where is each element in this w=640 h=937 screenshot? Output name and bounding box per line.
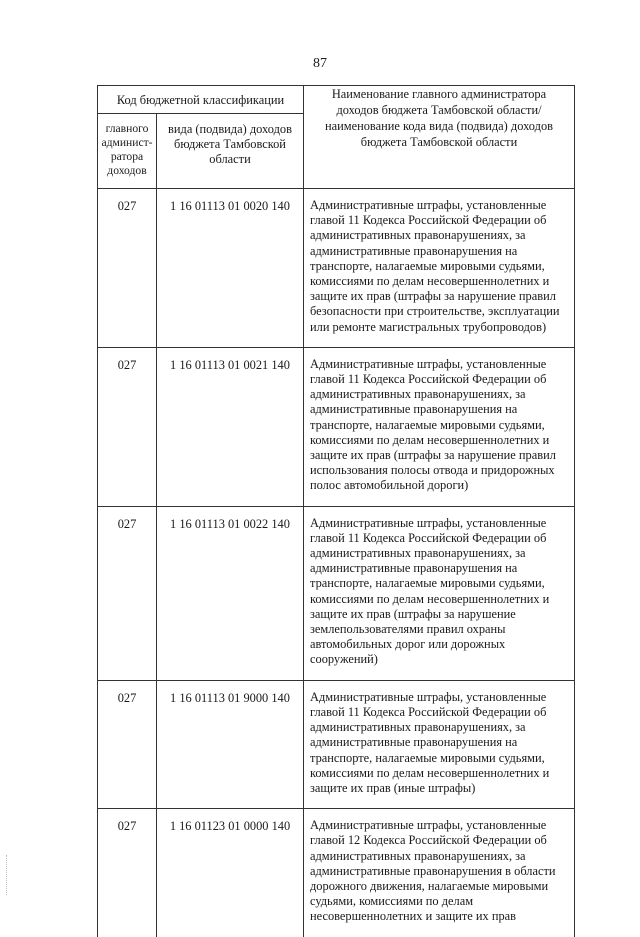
header-budget-classification-code: Код бюджетной классификации: [98, 86, 304, 114]
income-code-cell: 1 16 01123 01 0000 140: [157, 809, 304, 937]
table-row: [98, 506, 575, 680]
income-code-cell: 1 16 01113 01 0021 140: [157, 347, 304, 506]
header-income-type-code: вида (подвида) доходов бюджета Тамбовской области: [157, 114, 304, 189]
admin-code-cell: 027: [98, 506, 157, 680]
budget-classification-table: [97, 85, 575, 937]
admin-code-cell: 027: [98, 680, 157, 808]
table-row: [98, 189, 575, 348]
income-code-cell: 1 16 01113 01 0022 140: [157, 506, 304, 680]
income-code-cell: 1 16 01113 01 9000 140: [157, 680, 304, 808]
admin-code-cell: 027: [98, 189, 157, 348]
header-chief-administrator: главного админист-ратора доходов: [98, 114, 157, 189]
table-body: [98, 189, 575, 937]
income-name-cell: Административные штрафы, установленные главой 11 Кодекса Российской Федерации об административных правонарушениях, за административные правонарушения на транспорте, налагаемые мировыми судьями, комиссиями по делам несовершеннолетних и защите их прав (штрафы за нарушение правил использования полосы отвода и придорожных полос автомобильной дороги): [304, 347, 575, 506]
table-header: [98, 86, 575, 189]
table-row: [98, 809, 575, 937]
income-name-cell: Административные штрафы, установленные главой 11 Кодекса Российской Федерации об административных правонарушениях, за административные правонарушения на транспорте, налагаемые мировыми судьями, комиссиями по делам несовершеннолетних и защите их прав (иные штрафы): [304, 680, 575, 808]
income-name-cell: Административные штрафы, установленные главой 12 Кодекса Российской Федерации об административных правонарушениях, за административные правонарушения в области дорожного движения, налагаемые мировыми судьями, комиссиями по делам несовершеннолетних и защите их прав: [304, 809, 575, 937]
scan-margin-artifact: [6, 855, 9, 895]
income-name-cell: Административные штрафы, установленные главой 11 Кодекса Российской Федерации об административных правонарушениях, за административные правонарушения на транспорте, налагаемые мировыми судьями, комиссиями по делам несовершеннолетних и защите их прав (штрафы за нарушение землепользователями правил охраны автомобильных дорог или дорожных сооружений): [304, 506, 575, 680]
table-row: [98, 347, 575, 506]
admin-code-cell: 027: [98, 347, 157, 506]
income-name-cell: Административные штрафы, установленные главой 11 Кодекса Российской Федерации об административных правонарушениях, за административные правонарушения на транспорте, налагаемые мировыми судьями, комиссиями по делам несовершеннолетних и защите их прав (штрафы за нарушение правил безопасности при строительстве, эксплуатации или ремонте магистральных трубопроводов): [304, 189, 575, 348]
admin-code-cell: 027: [98, 809, 157, 937]
income-code-cell: 1 16 01113 01 0020 140: [157, 189, 304, 348]
header-administrator-name: Наименование главного администратора доходов бюджета Тамбовской области/наименование кода вида (подвида) доходов бюджета Тамбовской области: [304, 86, 575, 189]
page-number: 87: [313, 56, 327, 71]
table-row: [98, 680, 575, 808]
